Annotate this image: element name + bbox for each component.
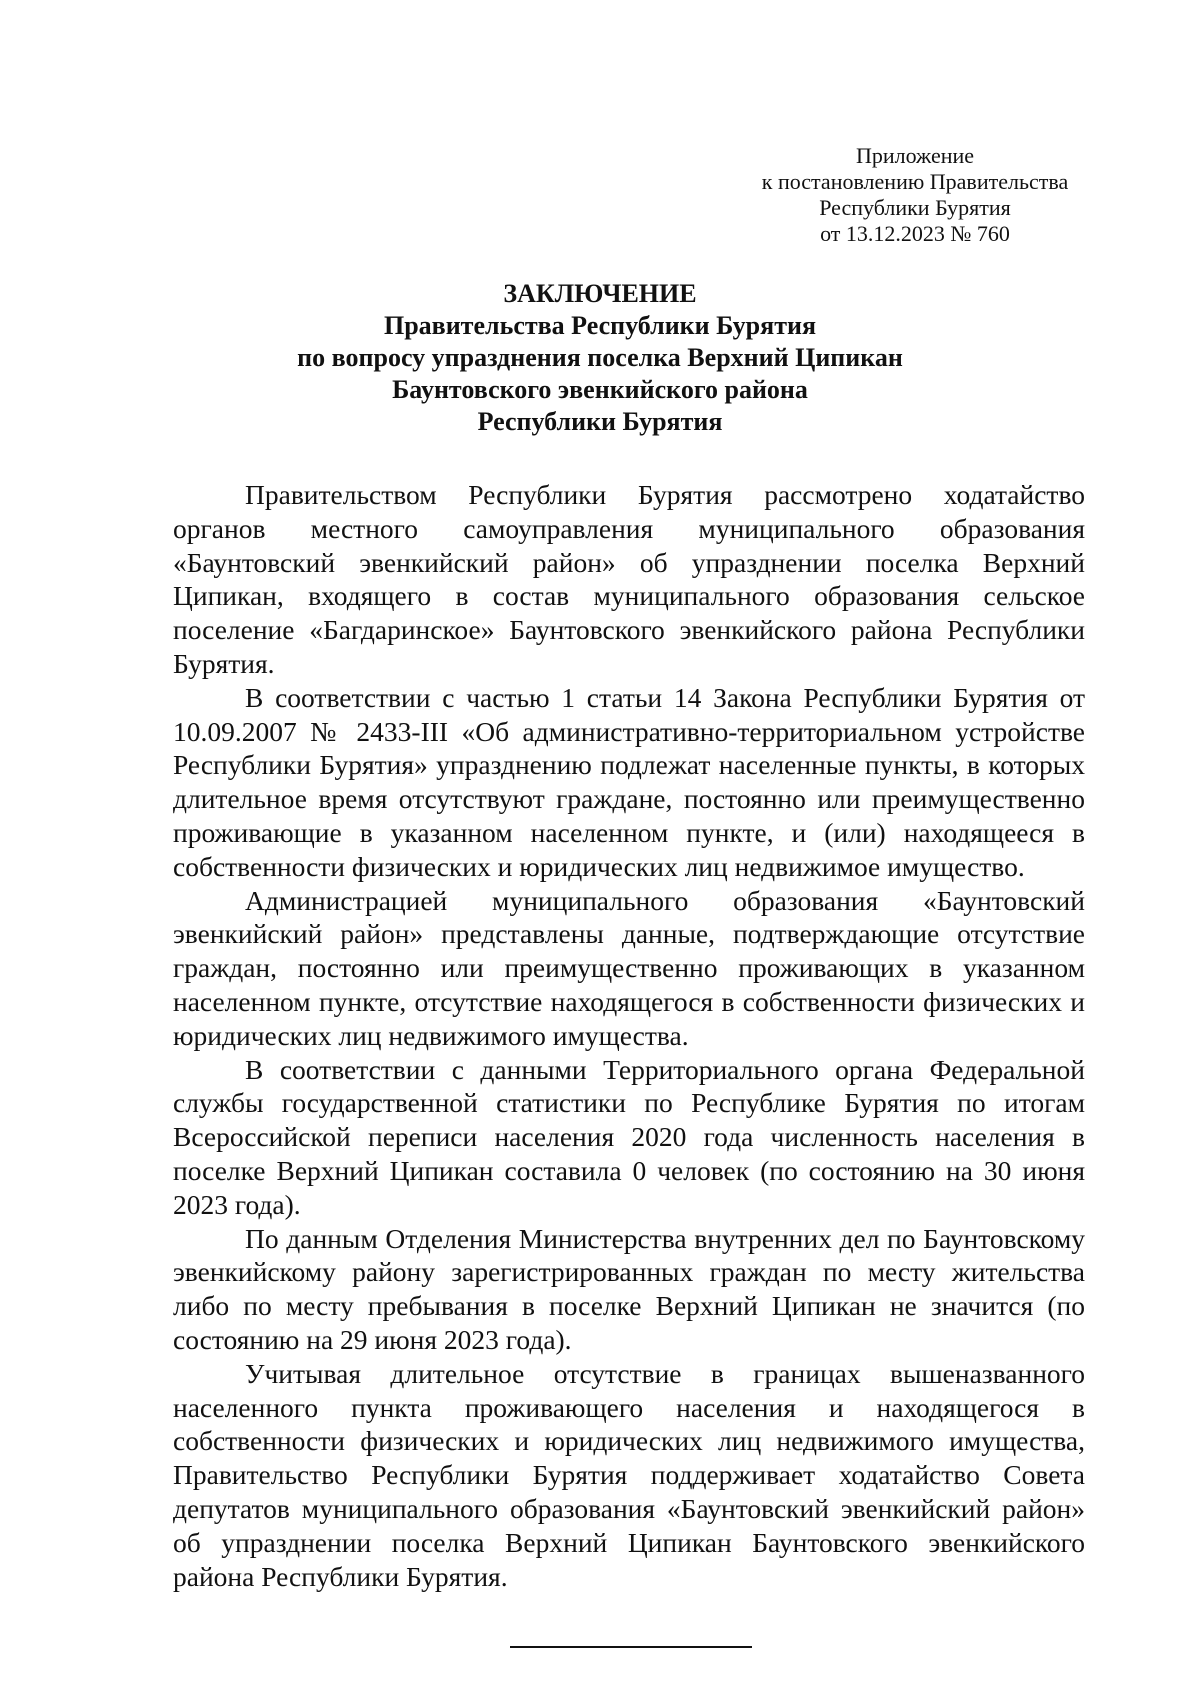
title-line-5: Республики Бурятия (477, 407, 723, 436)
appendix-header (745, 143, 1085, 247)
appendix-resolution-ref: к постановлению Правительства (761, 169, 1069, 194)
body-paragraph: Учитывая длительное отсутствие в границах вышеназванного населенного пункта проживающего населения и находящегося в собственности физических и юридических лиц недвижимого имущества, Правительство Республики Бурятия поддерживает ходатайство Совета депутатов муниципального образования «Баунтовский эвенкийский район» об упразднении поселка Верхний Ципикан Баунтовского эвенкийского района Республики Бурятия. (173, 1357, 1085, 1592)
title-heading: ЗАКЛЮЧЕНИЕ (503, 279, 697, 308)
title-line-4: Баунтовского эвенкийского района (392, 375, 808, 404)
body-paragraph: Администрацией муниципального образования «Баунтовский эвенкийский район» представлены данные, подтверждающие отсутствие граждан, постоянно или преимущественно проживающих в указанном населенном пункте, отсутствие находящегося в собственности физических и юридических лиц недвижимого имущества. (173, 884, 1085, 1051)
body-paragraph: В соответствии с частью 1 статьи 14 Закона Республики Бурятия от 10.09.2007 № 2433-III «Об административно-территориальном устройстве Республики Бурятия» упразднению подлежат населенные пункты, в которых длительное время отсутствуют граждане, постоянно или преимущественно проживающие в указанном населенном пункте, и (или) находящееся в собственности физических и юридических лиц недвижимое имущество. (173, 681, 1085, 882)
body-paragraph: Правительством Республики Бурятия рассмотрено ходатайство органов местного самоуправления муниципального образования «Баунтовский эвенкийский район» об упразднении поселка Верхний Ципикан, входящего в состав муниципального образования сельское поселение «Багдаринское» Баунтовского эвенкийского района Республики Бурятия. (173, 479, 1085, 679)
title-line-3: по вопросу упразднения поселка Верхний Ципикан (297, 343, 903, 372)
appendix-label: Приложение (855, 143, 975, 168)
appendix-republic: Республики Бурятия (819, 195, 1011, 220)
appendix-date-number: от 13.12.2023 № 760 (820, 221, 1010, 246)
title-line-2: Правительства Республики Бурятия (383, 311, 817, 340)
document-body (173, 478, 1085, 1593)
document-title (100, 278, 1100, 438)
body-paragraph: В соответствии с данными Территориального органа Федеральной службы государственной статистики по Республике Бурятия по итогам Всероссийской переписи населения 2020 года численность населения в поселке Верхний Ципикан составила 0 человек (по состоянию на 30 июня 2023 года). (173, 1053, 1085, 1220)
end-separator-line (510, 1646, 752, 1648)
body-paragraph: По данным Отделения Министерства внутренних дел по Баунтовскому эвенкийскому району зарегистрированных граждан по месту жительства либо по месту пребывания в поселке Верхний Ципикан не значится (по состоянию на 29 июня 2023 года). (173, 1222, 1085, 1355)
